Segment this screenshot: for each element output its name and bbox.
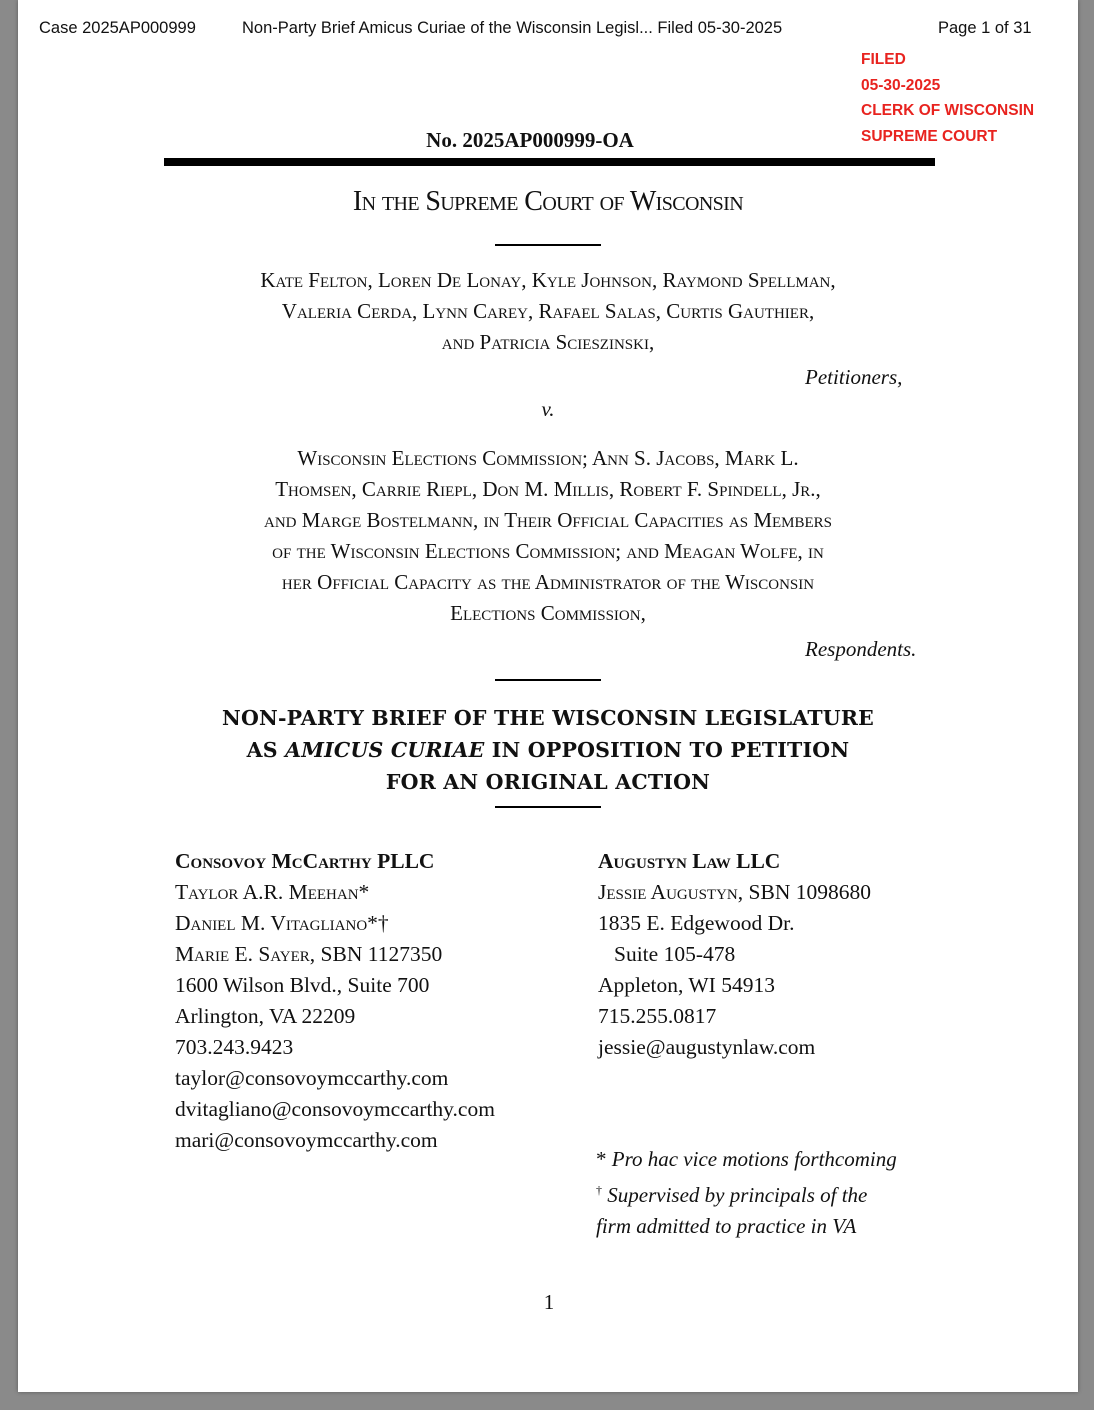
party-line: Elections Commission, [450, 601, 646, 625]
section-divider [495, 244, 601, 246]
attorney-with-bar-number: Marie E. Sayer, SBN 1127350 [175, 942, 443, 966]
respondents-role: Respondents. [805, 637, 917, 661]
law-firm-name: Consovoy McCarthy PLLC [175, 849, 435, 873]
counsel-right-block [598, 846, 871, 1063]
respondents-list [18, 443, 1078, 629]
party-line: Valeria Cerda, Lynn Carey, Rafael Salas, Curtis Gauthier, [281, 299, 815, 323]
petitioners-list [18, 265, 1078, 358]
phone-number: 703.243.9423 [175, 1035, 294, 1059]
phone-number: 715.255.0817 [598, 1004, 717, 1028]
party-line: and Patricia Scieszinski, [441, 330, 655, 354]
amicus-curiae-italic: AMICUS CURIAE [285, 738, 485, 762]
brief-title-line: AS AMICUS CURIAE IN OPPOSITION TO PETITION [246, 738, 850, 762]
address-line: Appleton, WI 54913 [598, 973, 775, 997]
title-divider [164, 158, 935, 166]
address-line: 1600 Wilson Blvd., Suite 700 [175, 973, 430, 997]
brief-title [18, 702, 1078, 798]
petitioners-role: Petitioners, [805, 365, 903, 389]
stamp-line: CLERK OF WISCONSIN [861, 102, 1035, 119]
address-line: 1835 E. Edgewood Dr. [598, 911, 795, 935]
header-page-count: Page 1 of 31 [938, 19, 1032, 37]
header-description: Non-Party Brief Amicus Curiae of the Wisconsin Legisl... Filed 05-30-2025 [242, 19, 783, 37]
counsel-left-block [175, 846, 495, 1156]
footnotes [596, 1144, 897, 1242]
party-line: Wisconsin Elections Commission; Ann S. Jacobs, Mark L. [297, 446, 799, 470]
footnote: * Pro hac vice motions forthcoming [596, 1147, 897, 1171]
attorney-name: Daniel M. Vitagliano*† [175, 911, 389, 935]
court-title: In the Supreme Court of Wisconsin [352, 186, 744, 217]
header-case-number: Case 2025AP000999 [39, 19, 196, 37]
section-divider [495, 679, 601, 681]
email-address: taylor@consovoymccarthy.com [175, 1066, 449, 1090]
brief-title-line: NON-PARTY BRIEF OF THE WISCONSIN LEGISLATURE [222, 706, 874, 730]
party-line: her Official Capacity as the Administrator of the Wisconsin [281, 570, 815, 594]
versus-label: v. [541, 397, 555, 421]
party-line: of the Wisconsin Elections Commission; and Meagan Wolfe, in [272, 539, 824, 563]
document-page [18, 0, 1078, 1392]
footnote: † Supervised by principals of the [596, 1183, 868, 1207]
address-line: Arlington, VA 22209 [175, 1004, 356, 1028]
email-address: dvitagliano@consovoymccarthy.com [175, 1097, 495, 1121]
section-divider [495, 806, 601, 808]
email-address: jessie@augustynlaw.com [598, 1035, 816, 1059]
attorney-with-bar-number: Jessie Augustyn, SBN 1098680 [598, 880, 871, 904]
stamp-line: 05-30-2025 [861, 76, 941, 94]
page-number: 1 [543, 1290, 555, 1314]
party-line: Thomsen, Carrie Riepl, Don M. Millis, Robert F. Spindell, Jr., [275, 477, 821, 501]
stamp-line: SUPREME COURT [861, 127, 998, 145]
law-firm-name: Augustyn Law LLC [598, 849, 781, 873]
footnote-continuation: firm admitted to practice in VA [596, 1214, 857, 1238]
party-line: and Marge Bostelmann, in Their Official Capacities as Members [263, 508, 833, 532]
docket-number: No. 2025AP000999-OA [426, 128, 634, 152]
attorney-name: Taylor A.R. Meehan* [175, 880, 370, 904]
party-line: Kate Felton, Loren De Lonay, Kyle Johnson, Raymond Spellman, [260, 268, 836, 292]
email-address: mari@consovoymccarthy.com [175, 1128, 438, 1152]
stamp-line: FILED [861, 51, 906, 68]
address-line: Suite 105-478 [614, 942, 736, 966]
brief-title-line: FOR AN ORIGINAL ACTION [385, 770, 711, 794]
